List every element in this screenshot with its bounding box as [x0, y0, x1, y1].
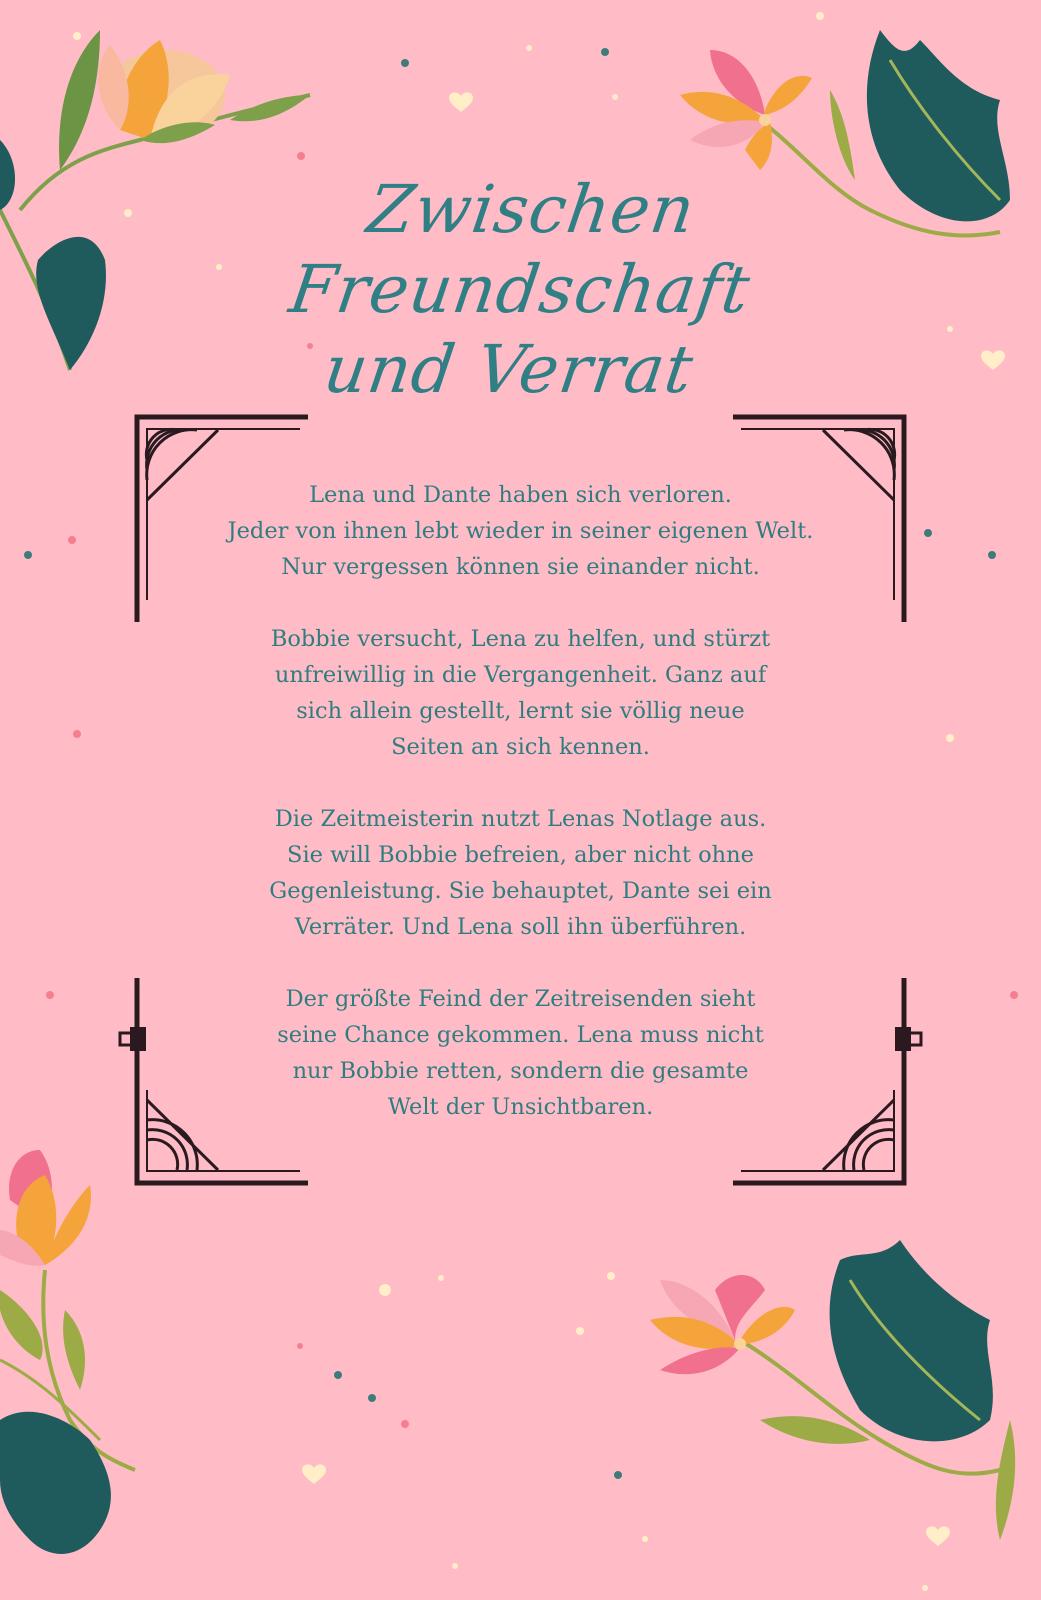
blurb-line: Sie will Bobbie befreien, aber nicht ohne — [287, 842, 754, 868]
blurb-line: Gegenleistung. Sie behauptet, Dante sei ein — [269, 878, 772, 904]
blurb-line: Jeder von ihnen lebt wieder in seiner eigenen Welt. — [227, 518, 814, 544]
blurb-paragraph — [180, 477, 861, 585]
bottom-right-flower — [650, 1240, 1015, 1540]
book-blurb — [180, 477, 861, 1161]
blurb-line: sich allein gestellt, lernt sie völlig neue — [296, 698, 745, 724]
blurb-line: Verräter. Und Lena soll ihn überführen. — [294, 914, 747, 940]
book-title — [253, 170, 787, 410]
blurb-line: seine Chance gekommen. Lena muss nicht — [277, 1022, 764, 1048]
blurb-line: Welt der Unsichtbaren. — [387, 1094, 654, 1120]
blurb-paragraph — [180, 621, 861, 765]
title-line: und Verrat — [319, 331, 699, 408]
blurb-line: Bobbie versucht, Lena zu helfen, und stürzt — [270, 626, 771, 652]
title-line: Freundschaft — [285, 251, 756, 328]
blurb-line: Nur vergessen können sie einander nicht. — [281, 554, 760, 580]
blurb-line: Die Zeitmeisterin nutzt Lenas Notlage aus. — [274, 806, 767, 832]
blurb-line: Seiten an sich kennen. — [391, 734, 650, 760]
blurb-line: unfreiwillig in die Vergangenheit. Ganz auf — [274, 662, 767, 688]
blurb-paragraph — [180, 801, 861, 945]
top-left-flower — [0, 30, 310, 370]
blurb-line: Lena und Dante haben sich verloren. — [309, 482, 732, 508]
bottom-left-flower — [0, 1150, 135, 1554]
blurb-line: nur Bobbie retten, sondern die gesamte — [292, 1058, 749, 1084]
blurb-paragraph — [180, 981, 861, 1125]
title-line: Zwischen — [362, 171, 700, 248]
blurb-line: Der größte Feind der Zeitreisenden sieht — [285, 986, 756, 1012]
